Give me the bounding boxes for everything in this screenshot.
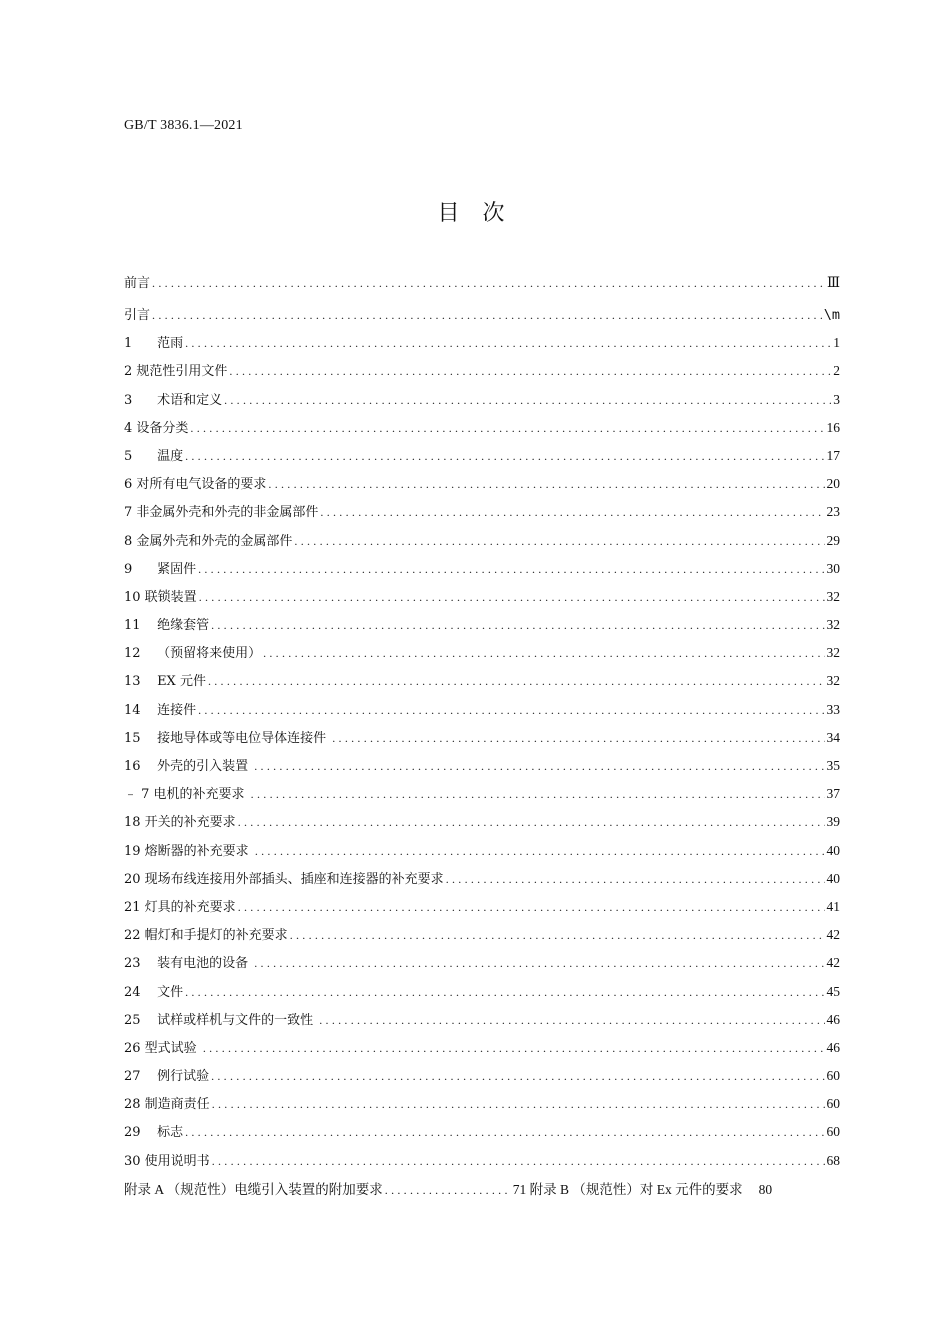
toc-leader-dots: [238, 815, 825, 830]
toc-leader-dots: [185, 449, 824, 464]
toc-entry-label: 20 现场布线连接用外部插头、插座和连接器的补充要求: [124, 871, 444, 887]
toc-entry[interactable]: [124, 1093, 840, 1121]
toc-leader-dots: [198, 562, 824, 577]
toc-entry-page: 68: [826, 1152, 840, 1168]
toc-entry-label: 12 （预留将来使用）: [124, 646, 262, 662]
toc-entry[interactable]: [124, 811, 840, 839]
toc-leader-dots: [320, 505, 824, 520]
toc-entry-page: 1: [833, 335, 840, 351]
toc-leader-dots: [224, 393, 831, 408]
toc-entry[interactable]: [124, 670, 840, 698]
toc-entry-label: 3 术语和定义: [124, 392, 223, 408]
toc-entry[interactable]: [124, 332, 840, 360]
toc-entry-page: 16: [826, 419, 840, 435]
toc-entry-page: 42: [826, 927, 840, 943]
toc-entry-page: 30: [826, 560, 840, 576]
toc-entry-page: 2: [833, 363, 840, 379]
toc-entry[interactable]: [124, 868, 840, 896]
toc-entry-page: 3: [833, 391, 840, 407]
toc-entry-page: 37: [826, 786, 840, 802]
toc-entry[interactable]: [124, 1150, 840, 1178]
toc-entry[interactable]: [124, 389, 840, 417]
toc-entry-page: 40: [826, 842, 840, 858]
toc-leader-dots: [211, 618, 824, 633]
toc-entry-page: 29: [826, 532, 840, 548]
toc-entry[interactable]: [124, 1121, 840, 1149]
toc-entry-label: 22 帽灯和手提灯的补充要求: [124, 928, 288, 944]
toc-entry-page: 60: [826, 1068, 840, 1084]
toc-leader-dots: [255, 844, 825, 859]
toc-entry-label: 10 联锁装置: [124, 589, 197, 605]
toc-entry-label: 引言: [124, 308, 151, 323]
toc-entry-label: 16 外壳的引入装置: [124, 759, 253, 774]
toc-leader-dots: [190, 421, 824, 436]
toc-leader-dots: [229, 364, 831, 379]
toc-entry-page: \m: [823, 307, 840, 323]
toc-entry-page: 41: [826, 898, 840, 914]
toc-entry[interactable]: [124, 614, 840, 642]
table-of-contents: [124, 272, 840, 1178]
toc-entry-page: 32: [826, 673, 840, 689]
toc-appendix-b-page: 80: [758, 1182, 773, 1197]
toc-entry-label: 9 紧固件: [124, 561, 197, 577]
toc-leader-dots: [332, 731, 824, 746]
toc-entry-label: ﹣ 7 电机的补充要求: [124, 787, 249, 803]
toc-entry-label: 4 设备分类: [124, 420, 189, 436]
toc-leader-dots: [268, 477, 824, 492]
toc-leader-dots: [238, 900, 825, 915]
toc-entry[interactable]: [124, 530, 840, 558]
toc-entry-label: 28 制造商责任: [124, 1097, 210, 1113]
toc-entry-label: 2 规范性引用文件: [124, 364, 228, 380]
toc-leader-dots: [185, 985, 824, 1000]
toc-leader-dots: [251, 787, 825, 802]
toc-entry-label: 19 熔断器的补充要求: [124, 843, 253, 859]
toc-entry-label: 30 使用说明书: [124, 1153, 210, 1169]
toc-leader-dots: [199, 590, 825, 605]
toc-entry[interactable]: [124, 558, 840, 586]
toc-entry-page: 32: [826, 588, 840, 604]
toc-entry-page: 32: [826, 645, 840, 661]
toc-leader-dots: [212, 1154, 825, 1169]
toc-entry-label: 24 文件: [124, 984, 184, 1000]
toc-entry-page: 35: [826, 758, 840, 773]
toc-leader-dots: [152, 276, 825, 291]
toc-leader-dots: [212, 1097, 825, 1112]
toc-entry-page: Ⅲ: [826, 275, 840, 290]
toc-leader-dots: [290, 928, 825, 943]
toc-leader-dots: [198, 703, 824, 718]
toc-title: 目 次: [437, 201, 513, 226]
toc-entry[interactable]: [124, 642, 840, 670]
toc-entry[interactable]: [124, 1009, 840, 1037]
toc-entry-label: 1 范雨: [124, 336, 184, 352]
toc-appendix-a-page-and-b-label: 71 附录 B （规范性）对 Ex 元件的要求: [512, 1182, 743, 1197]
toc-entry-page: 60: [826, 1096, 840, 1112]
toc-entry[interactable]: [124, 727, 840, 755]
toc-entry-label: 13 EX 元件: [124, 674, 206, 690]
toc-entry[interactable]: [124, 1065, 840, 1093]
toc-leader-dots: [211, 1069, 824, 1084]
toc-entry[interactable]: [124, 272, 840, 304]
toc-entry-page: 33: [826, 701, 840, 717]
toc-entry[interactable]: [124, 896, 840, 924]
toc-entry[interactable]: [124, 473, 840, 501]
toc-entry-label: 21 灯具的补充要求: [124, 899, 236, 915]
toc-leader-dots: [263, 646, 824, 661]
toc-entry[interactable]: [124, 445, 840, 473]
toc-entry[interactable]: [124, 501, 840, 529]
toc-entry-page: 60: [826, 1124, 840, 1140]
toc-leader-dots: [203, 1041, 825, 1056]
toc-leader-dots: [185, 336, 831, 351]
toc-entry[interactable]: [124, 1037, 840, 1065]
toc-leader-dots: [385, 1183, 511, 1198]
toc-entry-page: 32: [826, 617, 840, 633]
toc-entry[interactable]: [124, 586, 840, 614]
toc-entry-label: 11 绝缘套管: [124, 618, 210, 634]
toc-entry-label: 29 标志: [124, 1125, 184, 1141]
toc-entry[interactable]: [124, 304, 840, 332]
toc-entry-page: 39: [826, 814, 840, 830]
toc-appendix-row[interactable]: [124, 1178, 864, 1198]
toc-entry-page: 45: [826, 983, 840, 999]
toc-entry-label: 前言: [124, 276, 151, 291]
toc-entry-label: 7 非金属外壳和外壳的非金属部件: [124, 505, 319, 521]
toc-entry-label: 5 温度: [124, 448, 184, 464]
toc-leader-dots: [152, 308, 822, 323]
toc-leader-dots: [446, 872, 825, 887]
toc-entry[interactable]: [124, 755, 840, 783]
toc-entry-label: 6 对所有电气设备的要求: [124, 477, 267, 493]
toc-entry-page: 40: [826, 870, 840, 886]
toc-entry[interactable]: [124, 360, 840, 388]
toc-leader-dots: [254, 956, 824, 971]
toc-entry-page: 46: [826, 1011, 840, 1027]
toc-entry-label: 14 连接件: [124, 702, 197, 718]
toc-entry[interactable]: [124, 924, 840, 952]
toc-entry[interactable]: [124, 783, 840, 811]
toc-entry-page: 17: [826, 447, 840, 463]
toc-entry-page: 46: [826, 1039, 840, 1055]
toc-leader-dots: [319, 1013, 824, 1028]
toc-entry-label: 27 例行试验: [124, 1069, 210, 1085]
toc-entry[interactable]: [124, 417, 840, 445]
toc-entry-label: 23 装有电池的设备: [124, 956, 253, 972]
toc-leader-dots: [185, 1125, 824, 1140]
toc-entry-label: 25 试样或样机与文件的一致性: [124, 1012, 318, 1028]
toc-leader-dots: [294, 534, 824, 549]
toc-entry-label: 15 接地导体或等电位导体连接件: [124, 730, 331, 746]
toc-entry-label: 8 金属外壳和外壳的金属部件: [124, 533, 293, 549]
toc-entry-label: 26 型式试验: [124, 1040, 201, 1056]
toc-entry[interactable]: [124, 981, 840, 1009]
toc-entry-page: 42: [826, 955, 840, 971]
toc-leader-dots: [254, 759, 824, 774]
toc-entry-label: 18 开关的补充要求: [124, 815, 236, 831]
toc-appendix-a-label: 附录 A （规范性）电缆引入装置的附加要求: [124, 1182, 383, 1197]
toc-entry-page: 23: [826, 504, 840, 520]
toc-entry-page: 20: [826, 476, 840, 492]
document-code: GB/T 3836.1—2021: [124, 118, 243, 133]
toc-entry-page: 34: [826, 729, 840, 745]
toc-entry[interactable]: [124, 952, 840, 980]
toc-leader-dots: [208, 674, 825, 689]
toc-entry[interactable]: [124, 699, 840, 727]
toc-entry[interactable]: [124, 840, 840, 868]
